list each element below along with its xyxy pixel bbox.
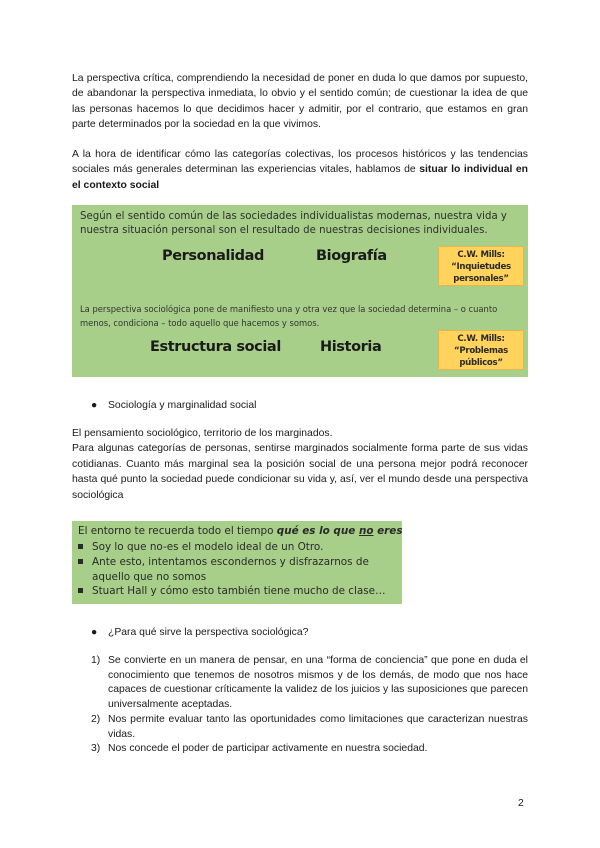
mills-quote-line1: “Inquietudes bbox=[451, 262, 511, 272]
paragraph-individual-context bbox=[72, 147, 528, 193]
slide-second-text: La perspectiva sociológica pone de manifiesto una y otra vez que la sociedad determina – o cuanto menos, condiciona – todo aquello que hacemos y somos. bbox=[80, 304, 498, 328]
item-number: 1) bbox=[91, 655, 101, 666]
square-bullet-icon bbox=[78, 588, 83, 593]
item-number: 2) bbox=[91, 714, 101, 725]
mills-quote-line2: públicos” bbox=[459, 358, 503, 368]
heading-emphasis-part1: qué es lo que bbox=[276, 525, 359, 537]
mills-public-issues-box bbox=[438, 330, 524, 370]
label-personalidad: Personalidad bbox=[162, 248, 264, 264]
paragraph-body: Para algunas categorías de personas, sentirse marginados socialmente forma parte de sus vidas cotidianas. Cuanto más marginal sea la posición social de una persona mejor podrá reconocer hasta qué punto la sociedad puede condicionar su vida y, así, ver el mundo desde una perspectiva sociológica bbox=[72, 443, 528, 501]
mills-personal-troubles-box bbox=[438, 246, 524, 286]
bullet-text: Sociología y marginalidad social bbox=[108, 400, 257, 411]
bullet-dot-icon: ● bbox=[91, 627, 98, 638]
slide-intro-text: Según el sentido común de las sociedades individualistas modernas, nuestra vida y nuestra situación personal son el resultado de nuestras decisiones individuales. bbox=[80, 211, 507, 236]
item-text: Se convierte en un manera de pensar, en una “forma de conciencia” que pone en duda el conocimiento que tenemos de nosotros mismos y de los demás, de modo que nos hace capaces de cuestionar críticamente la validez de los juicios y las suposiciones que parecen universalmente aceptadas. bbox=[108, 655, 528, 710]
label-historia: Historia bbox=[320, 339, 382, 355]
heading-emphasis bbox=[277, 525, 403, 537]
bullet-dot-icon: ● bbox=[91, 400, 98, 411]
slide-list-item-text: Stuart Hall y cómo esto también tiene mucho de clase… bbox=[92, 585, 386, 597]
square-bullet-icon bbox=[78, 559, 83, 564]
item-number: 3) bbox=[91, 743, 101, 754]
heading-plain: El entorno te recuerda todo el tiempo bbox=[78, 525, 277, 537]
mills-quote-line1: “Problemas bbox=[454, 346, 508, 356]
green-slide-entorno bbox=[72, 521, 402, 604]
mills-quote-line2: personales” bbox=[453, 274, 509, 284]
heading-emphasis-part2: eres bbox=[373, 525, 403, 537]
item-text: Nos permite evaluar tanto las oportunidades como limitaciones que caracterizan nuestras vidas. bbox=[108, 714, 528, 740]
bold-phrase: situar lo individual en el contexto social bbox=[72, 164, 529, 191]
slide-list-item-text: Soy lo que no-es el modelo ideal de un Otro. bbox=[92, 541, 324, 553]
mills-author: C.W. Mills: bbox=[457, 250, 505, 260]
green-slide-individual-society bbox=[72, 205, 528, 377]
paragraph-text: A la hora de identificar cómo las categorías colectivas, los procesos históricos y las tendencias sociales más generales determinan las experiencias vitales, hablamos de bbox=[72, 149, 528, 176]
slide-heading bbox=[78, 524, 403, 538]
label-biografia: Biografía bbox=[316, 248, 387, 264]
paragraph-first-line: El pensamiento sociológico, territorio de los marginados. bbox=[72, 428, 333, 439]
page-number: 2 bbox=[518, 798, 524, 809]
square-bullet-icon bbox=[78, 544, 83, 549]
paragraph-critical-perspective: La perspectiva crítica, comprendiendo la necesidad de poner en duda lo que damos por supuesto, de abandonar la perspectiva inmediata, lo obvio y el sentido común; de cuestionar la idea de que las personas hacemos lo que decidimos hacer y admitir, por el contrario, que estamos en gran parte determinados por la sociedad en la que vivimos. bbox=[72, 73, 528, 131]
heading-underlined: no bbox=[358, 525, 374, 537]
item-text: Nos concede el poder de participar activamente en nuestra sociedad. bbox=[108, 743, 428, 754]
bullet-text: ¿Para qué sirve la perspectiva sociológica? bbox=[108, 627, 309, 638]
slide-list-item-text: Ante esto, intentamos escondernos y disfrazarnos de aquello que no somos bbox=[92, 556, 369, 583]
paragraph-marginados bbox=[72, 426, 528, 503]
mills-author: C.W. Mills: bbox=[457, 334, 505, 344]
label-estructura-social: Estructura social bbox=[150, 339, 281, 355]
